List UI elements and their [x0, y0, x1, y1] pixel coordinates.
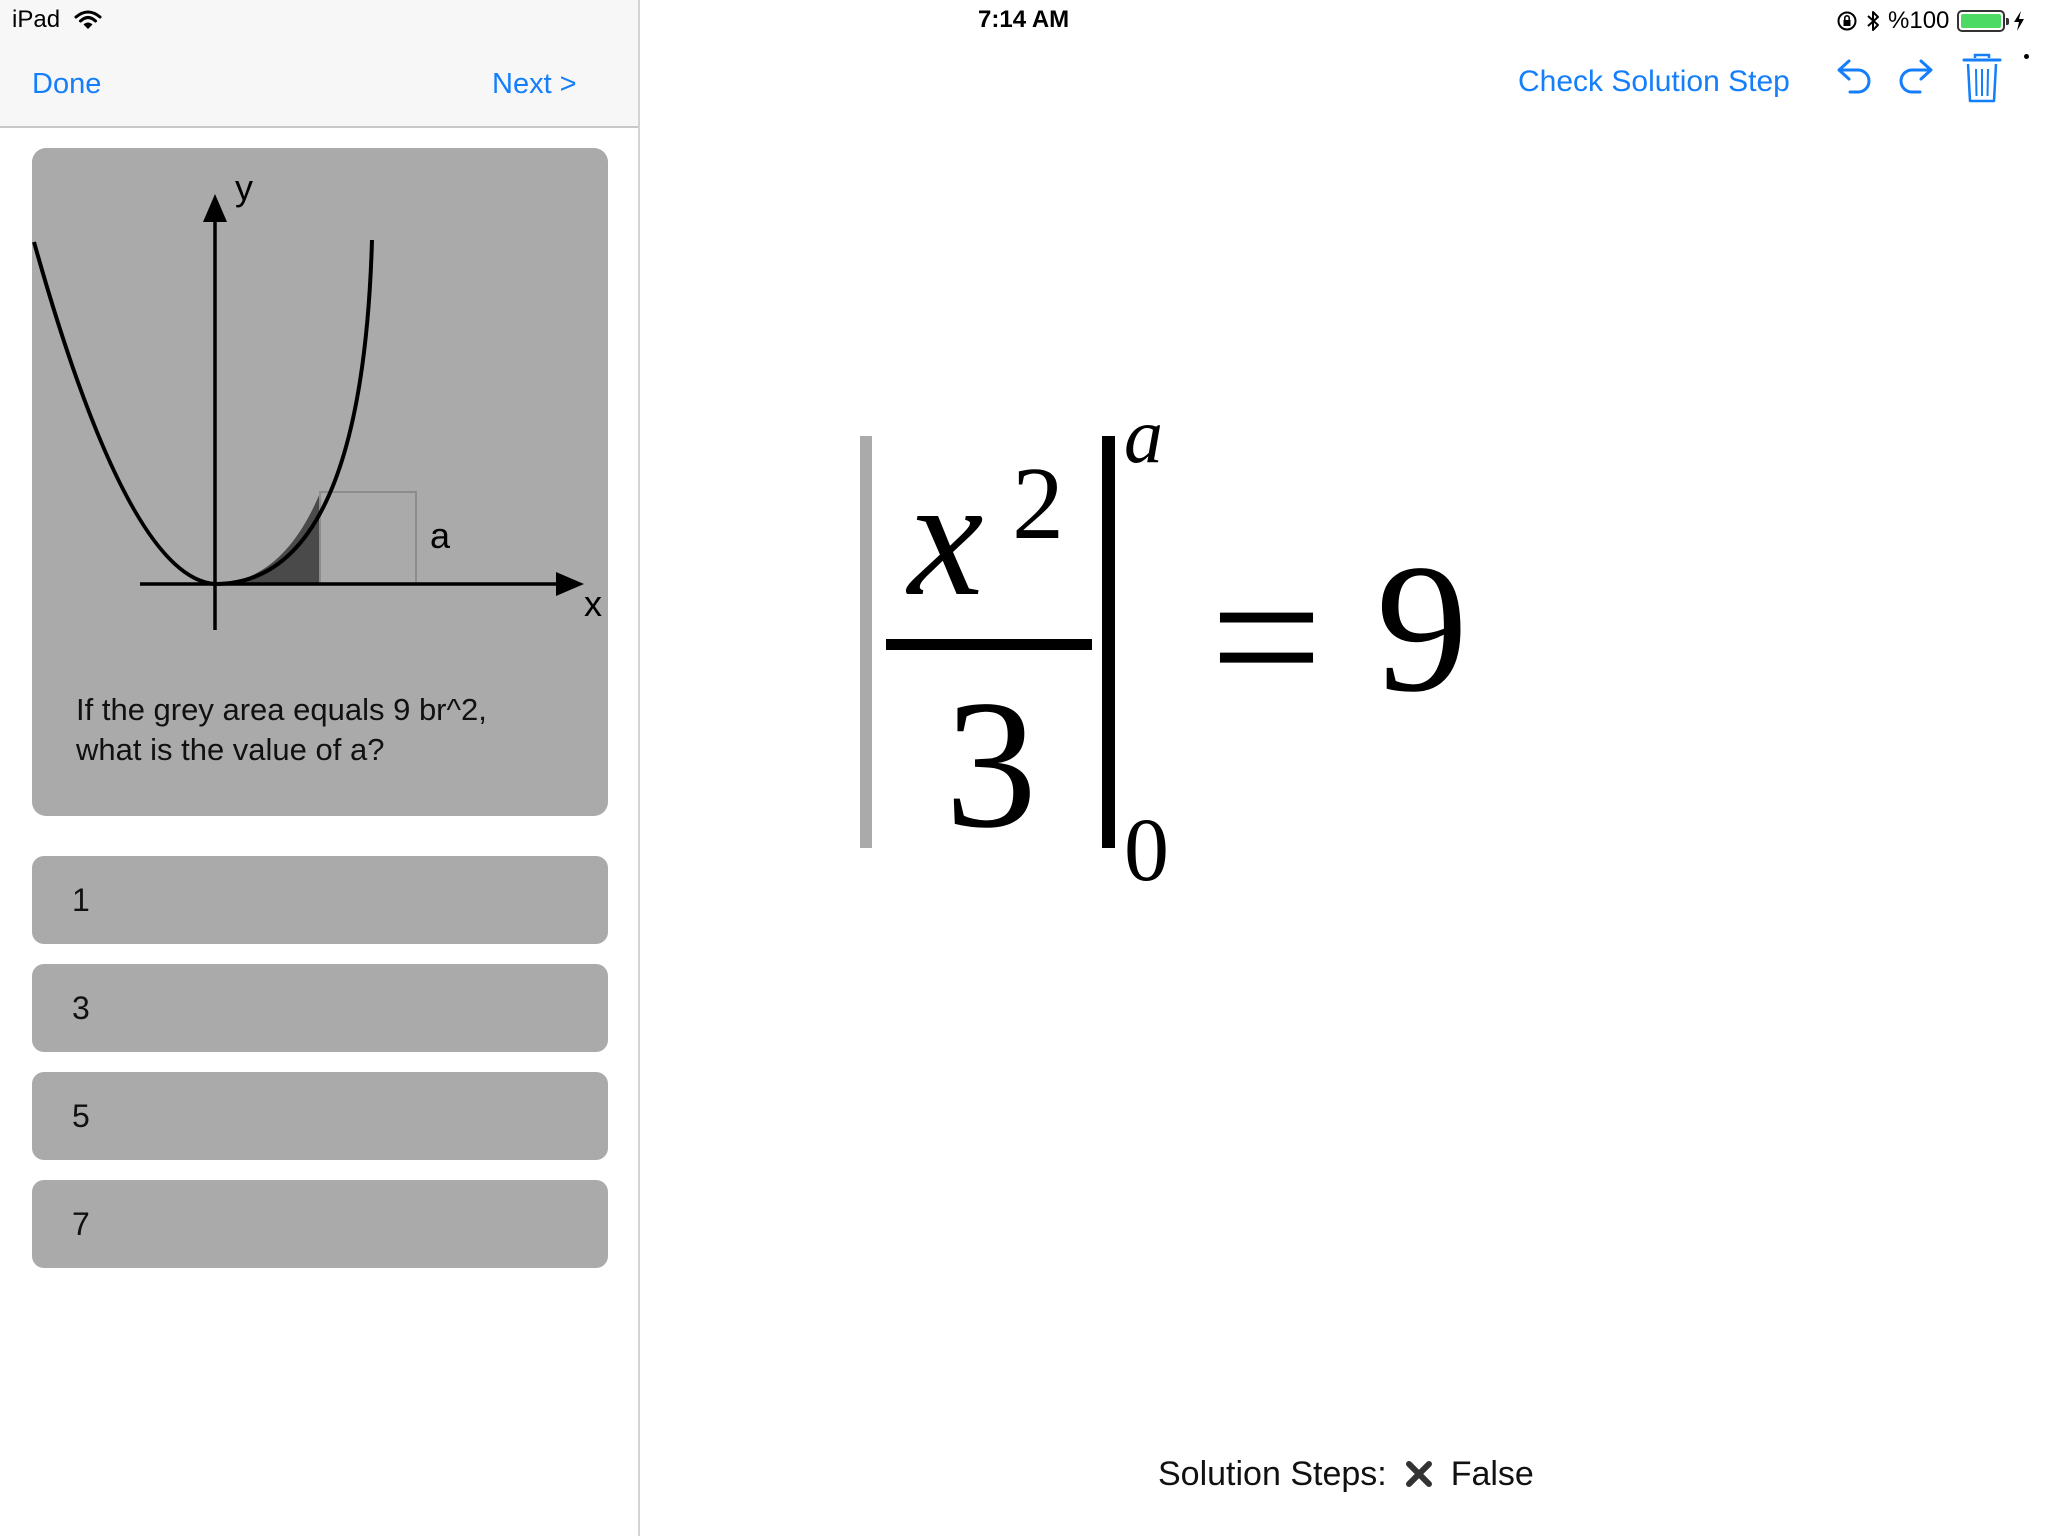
trash-icon[interactable]	[1960, 52, 2004, 104]
redo-icon[interactable]	[1894, 54, 1940, 100]
question-line: If the grey area equals 9 br^2,	[76, 692, 487, 727]
question-panel	[0, 0, 640, 1536]
answer-option[interactable]	[32, 856, 608, 944]
check-solution-step-button[interactable]: Check Solution Step	[1518, 65, 1790, 98]
area-box	[320, 492, 416, 584]
x-axis-label: x	[584, 583, 602, 624]
answer-label: 5	[72, 1098, 90, 1134]
next-button[interactable]: Next >	[492, 68, 577, 100]
undo-icon[interactable]	[1830, 54, 1876, 100]
numerator-exponent: 2	[1012, 446, 1064, 561]
question-card	[32, 148, 608, 816]
status-bar-right	[1836, 4, 2025, 38]
bluetooth-icon	[1866, 9, 1880, 33]
box-label: a	[430, 515, 451, 556]
answer-option[interactable]	[32, 1072, 608, 1160]
solution-steps-label: Solution Steps:	[1158, 1455, 1387, 1493]
battery-icon	[1957, 10, 2005, 32]
answer-option[interactable]	[32, 964, 608, 1052]
wifi-icon	[74, 10, 102, 30]
y-axis-label: y	[235, 167, 253, 208]
left-bracket-bar	[860, 436, 872, 848]
charging-bolt-icon	[2013, 10, 2025, 32]
status-bar-left	[12, 6, 102, 34]
solution-steps-value: False	[1450, 1455, 1534, 1493]
lower-limit: 0	[1124, 801, 1169, 900]
upper-limit: a	[1124, 392, 1163, 479]
question-line: what is the value of a?	[76, 732, 385, 767]
battery-percentage: %100	[1888, 7, 1950, 34]
answer-label: 3	[72, 990, 90, 1026]
numerator-base: x	[908, 443, 984, 631]
x-axis-arrow	[556, 572, 584, 596]
device-name: iPad	[12, 6, 61, 33]
question-text	[76, 690, 576, 770]
answer-label: 7	[72, 1206, 90, 1242]
orientation-lock-icon	[1836, 10, 1858, 32]
solution-steps-status	[1158, 1452, 1534, 1496]
evaluation-bar	[1102, 436, 1115, 848]
corner-dot	[2024, 54, 2029, 59]
y-axis-arrow	[203, 194, 227, 222]
done-button[interactable]: Done	[32, 68, 102, 100]
fraction-bar	[886, 639, 1092, 650]
result-value: 9	[1376, 526, 1468, 730]
equals-sign: =	[1210, 527, 1323, 748]
answer-option[interactable]	[32, 1180, 608, 1268]
denominator: 3	[945, 662, 1037, 866]
status-time: 7:14 AM	[978, 6, 1070, 33]
answer-label: 1	[72, 882, 90, 918]
close-x-icon	[1405, 1460, 1433, 1488]
